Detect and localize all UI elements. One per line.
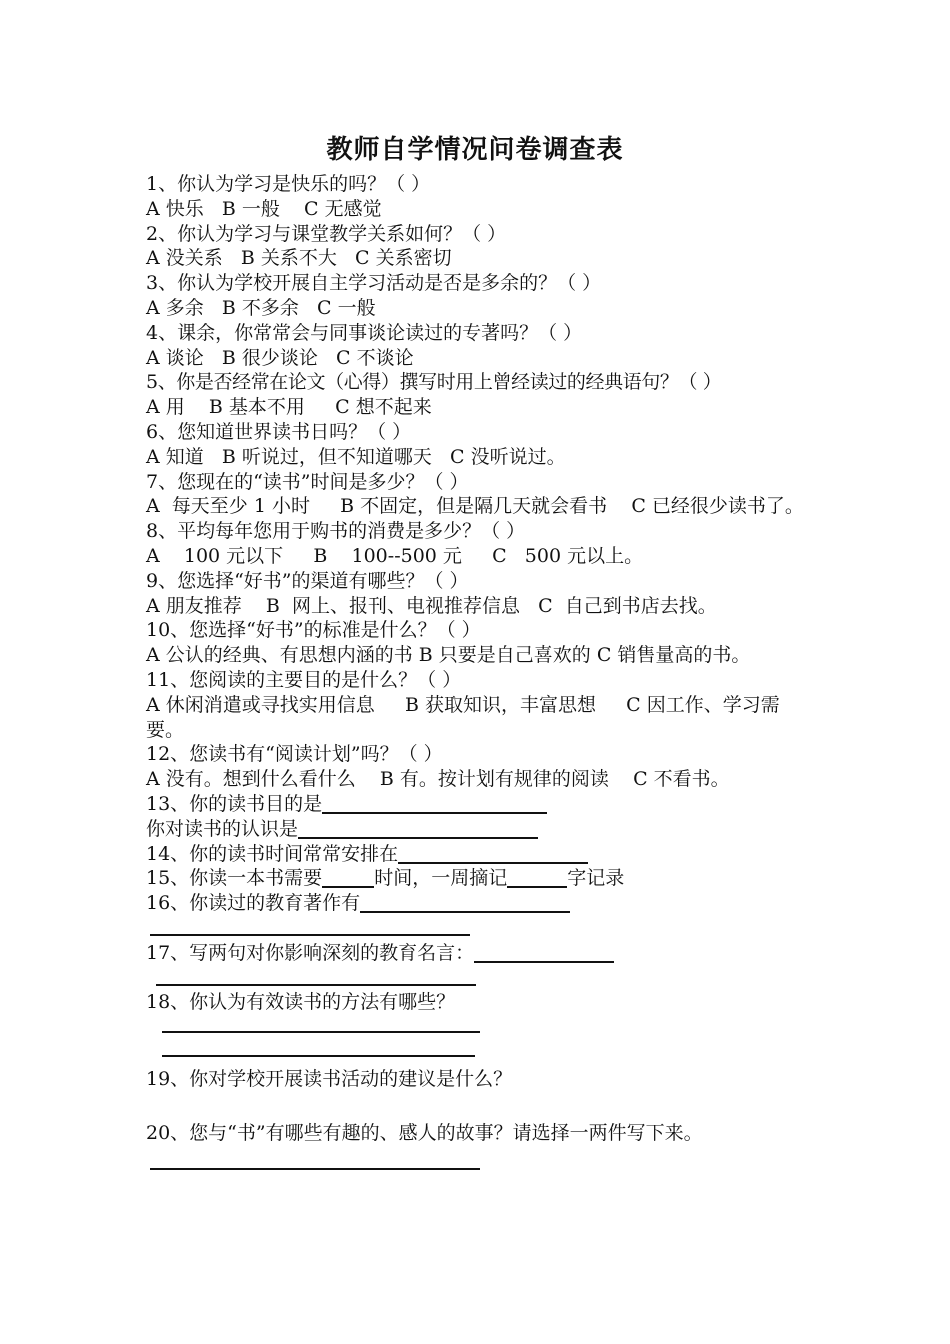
question-13-label: 13、你的读书目的是 — [146, 792, 323, 815]
options-8: A 100 元以下 B 100--500 元 C 500 元以上。 — [146, 544, 644, 567]
answer-line-16-b[interactable] — [150, 934, 470, 936]
question-17 — [146, 941, 811, 966]
question-13-b-label: 你对读书的认识是 — [146, 817, 299, 840]
answer-line-18-a-row — [146, 1015, 811, 1041]
question-2: 2、你认为学习与课堂教学关系如何？（ ） — [146, 222, 507, 245]
answer-blank-15-words[interactable] — [507, 866, 567, 888]
answer-space-19[interactable] — [146, 1091, 811, 1115]
question-9: 9、您选择“好书”的渠道有哪些？（ ） — [146, 569, 469, 592]
question-12: 12、您读书有“阅读计划”吗？（ ） — [146, 743, 443, 766]
answer-blank-14[interactable] — [398, 842, 588, 864]
answer-line-18-a[interactable] — [162, 1031, 480, 1033]
question-4: 4、课余，你常常会与同事谈论读过的专著吗？（ ） — [146, 321, 583, 344]
answer-line-18-b[interactable] — [162, 1055, 475, 1057]
answer-line-17-b[interactable] — [156, 984, 476, 986]
options-10: A 公认的经典、有思想内涵的书 B 只要是自己喜欢的 C 销售量高的书。 — [146, 644, 751, 667]
question-14 — [146, 842, 811, 867]
question-15 — [146, 866, 811, 891]
question-1: 1、你认为学习是快乐的吗？（ ） — [146, 173, 431, 195]
question-16-label: 16、你读过的教育著作有 — [146, 892, 361, 915]
answer-blank-13-b[interactable] — [298, 817, 538, 839]
question-15-label-c: 字记录 — [567, 867, 625, 890]
question-14-label: 14、你的读书时间常常安排在 — [146, 842, 399, 865]
question-13-b — [146, 817, 811, 842]
answer-line-17-b-row — [146, 966, 811, 990]
question-15-label-b: 时间，一周摘记 — [374, 867, 508, 890]
question-16 — [146, 891, 811, 916]
question-18: 18、你认为有效读书的方法有哪些？ — [146, 990, 456, 1013]
page-title: 教师自学情况问卷调查表 — [326, 135, 624, 165]
options-5: A 用 B 基本不用 C 想不起来 — [146, 396, 432, 419]
options-9: A 朋友推荐 B 网上、报刊、电视推荐信息 C 自己到书店去找。 — [146, 594, 717, 617]
question-6: 6、您知道世界读书日吗？（ ） — [146, 420, 412, 443]
question-15-label-a: 15、你读一本书需要 — [146, 867, 323, 890]
answer-line-20[interactable] — [150, 1168, 480, 1170]
options-12: A 没有。想到什么看什么 B 有。按计划有规律的阅读 C 不看书。 — [146, 768, 730, 791]
options-2: A 没关系 B 关系不大 C 关系密切 — [146, 247, 452, 270]
questionnaire-body — [146, 172, 811, 1176]
options-4: A 谈论 B 很少谈论 C 不谈论 — [146, 346, 414, 369]
question-13 — [146, 792, 811, 817]
answer-line-20-row — [146, 1146, 811, 1176]
options-7: A 每天至少 1 小时 B 不固定，但是隔几天就会看书 C 已经很少读书了。 — [146, 495, 804, 518]
question-11: 11、您阅读的主要目的是什么？（ ） — [146, 668, 462, 691]
options-6: A 知道 B 听说过，但不知道哪天 C 没听说过。 — [146, 445, 566, 468]
answer-blank-16[interactable] — [360, 891, 570, 913]
answer-blank-13[interactable] — [322, 792, 547, 814]
question-7: 7、您现在的“读书”时间是多少？（ ） — [146, 470, 469, 493]
question-19: 19、你对学校开展读书活动的建议是什么？ — [146, 1067, 513, 1090]
options-11: A 休闲消遣或寻找实用信息 B 获取知识，丰富思想 C 因工作、学习需要。 — [146, 693, 780, 741]
question-8: 8、平均每年您用于购书的消费是多少？（ ） — [146, 520, 526, 543]
question-20: 20、您与“书”有哪些有趣的、感人的故事？请选择一两件写下来。 — [146, 1122, 703, 1145]
answer-blank-17[interactable] — [474, 941, 614, 963]
options-1: A 快乐 B 一般 C 无感觉 — [146, 197, 382, 220]
answer-line-16-b-row — [146, 916, 811, 938]
question-5: 5、你是否经常在论文（心得）撰写时用上曾经读过的经典语句？（ ） — [146, 371, 722, 394]
options-3: A 多余 B 不多余 C 一般 — [146, 296, 376, 319]
question-10: 10、您选择“好书”的标准是什么？（ ） — [146, 619, 481, 642]
answer-line-18-b-row — [146, 1041, 811, 1067]
question-17-label: 17、写两句对你影响深刻的教育名言： — [146, 941, 475, 964]
answer-blank-15-time[interactable] — [322, 866, 374, 888]
question-3: 3、你认为学校开展自主学习活动是否是多余的？（ ） — [146, 272, 602, 295]
